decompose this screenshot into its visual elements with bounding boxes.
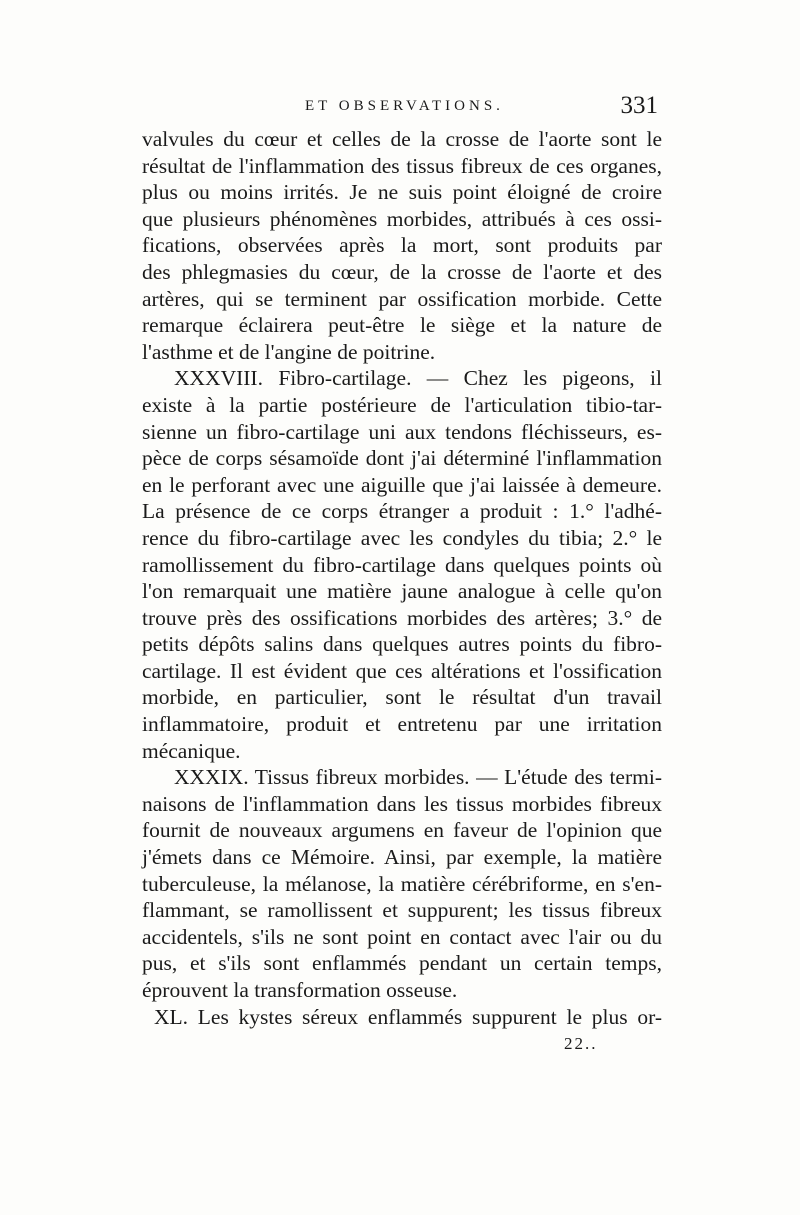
text-line: sienne un fibro-cartilage uni aux tendons fléchisseurs, es- [142,419,662,444]
text-line: pèce de corps sésamoïde dont j'ai déterminé l'inflammation [142,446,662,471]
text-line: accidentels, s'ils ne sont point en contact avec l'air ou du [142,924,662,949]
text-line: trouve près des ossifications morbides des artères; 3.° de [142,605,662,630]
section-heading-line: XL. Les kystes séreux enflammés suppurent le plus or- [154,1004,662,1029]
text-line: éprouvent la transformation osseuse. [142,978,458,1002]
text-line: pus, et s'ils sont enflammés pendant un certain temps, [142,951,662,976]
text-line: rence du fibro-cartilage avec les condyles du tibia; 2.° le [142,525,662,550]
running-head [140,92,658,122]
signature-mark: 22.. [564,1034,598,1053]
text-line: morbide, en particulier, sont le résultat d'un travail [142,685,662,710]
running-title: ET OBSERVATIONS. [305,98,504,114]
text-line: valvules du cœur et celles de la crosse de l'aorte sont le [142,127,662,151]
text-line: l'on remarquait une matière jaune analogue à celle qu'on [142,579,662,604]
text-line: flammant, se ramollissent et suppurent; les tissus fibreux [142,898,662,923]
text-line: existe à la partie postérieure de l'articulation tibio-tar- [142,392,662,417]
text-line: remarque éclairera peut-être le siège et la nature de [142,313,662,338]
text-line: tuberculeuse, la mélanose, la matière cérébriforme, en s'en- [142,871,662,896]
text-line: l'asthme et de l'angine de poitrine. [142,339,436,364]
text-line: cartilage. Il est évident que ces altérations et l'ossification [142,658,662,683]
text-line: ramollissement du fibro-cartilage dans quelques points où [142,552,662,577]
text-line: inflammatoire, produit et entretenu par une irritation [142,712,662,737]
text-line: en le perforant avec une aiguille que j'ai laissée à demeure. [142,472,662,497]
text-line: des phlegmasies du cœur, de la crosse de l'aorte et des [142,259,662,284]
text-line: petits dépôts salins dans quelques autres points du fibro- [142,632,662,657]
text-line: mécanique. [142,738,241,763]
text-line: que plusieurs phénomènes morbides, attribués à ces ossi- [142,206,662,231]
text-line: plus ou moins irrités. Je ne suis point éloigné de croire [142,180,662,205]
text-line: fications, observées après la mort, sont produits par [142,233,662,258]
text-line: La présence de ce corps étranger a produit : 1.° l'adhé- [142,499,662,524]
text-line: j'émets dans ce Mémoire. Ainsi, par exemple, la matière [142,845,662,870]
section-heading-line: XXXVIII. Fibro-cartilage. — Chez les pigeons, il [174,366,662,391]
body-text [142,126,662,1030]
section-heading-line: XXXIX. Tissus fibreux morbides. — L'étude des termi- [174,765,662,790]
text-line: fournit de nouveaux argumens en faveur de l'opinion que [142,818,662,843]
text-line: résultat de l'inflammation des tissus fibreux de ces organes, [142,153,662,178]
text-line: naisons de l'inflammation dans les tissus morbides fibreux [142,791,662,816]
page-number: 331 [620,92,658,119]
text-line: artères, qui se terminent par ossification morbide. Cette [142,286,662,311]
